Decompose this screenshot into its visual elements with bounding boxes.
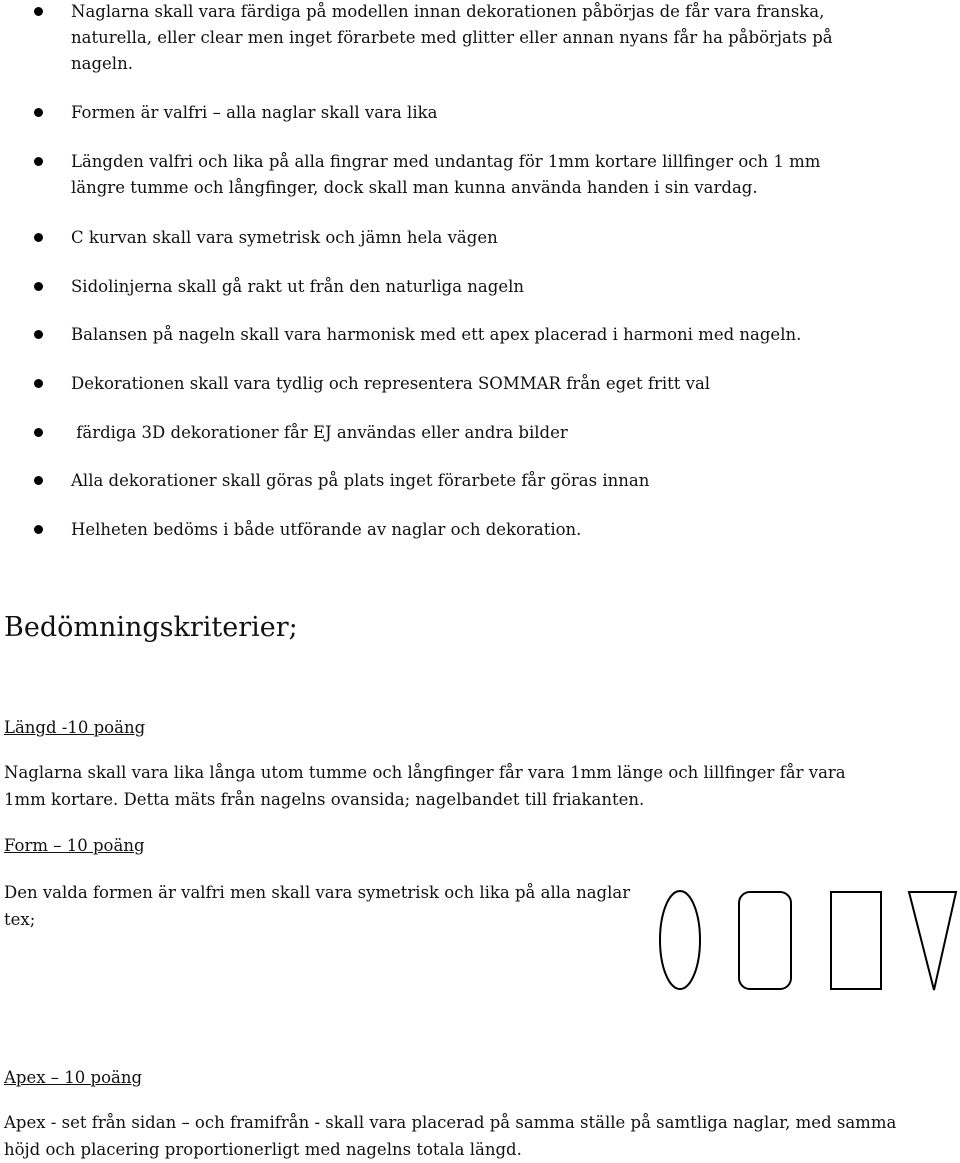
length-text: Naglarna skall vara lika långa utom tumme och långfinger får vara 1mm länge och lillfinger får vara 1mm kortare. Detta mäts från nagelns ovansida; nagelbandet till friakanten. <box>4 763 846 809</box>
list-item-text: C kurvan skall vara symetrisk och jämn hela vägen <box>71 228 498 247</box>
apex-heading: Apex – 10 poäng <box>4 1068 143 1087</box>
page-title: Bedömningskriterier; <box>4 612 298 643</box>
list-item-text: Balansen på nageln skall vara harmonisk med ett apex placerad i harmoni med nageln. <box>71 325 802 344</box>
list-item-text: Dekorationen skall vara tydlig och representera SOMMAR från eget fritt val <box>71 374 711 393</box>
bullet-icon <box>34 428 43 437</box>
form-heading: Form – 10 poäng <box>4 836 145 855</box>
apex-text: Apex - set från sidan – och framifrån - skall vara placerad på samma ställe på samtliga naglar, med samma höjd och placering proportionerligt med nagelns totala längd. <box>4 1113 897 1159</box>
list-item-text: Sidolinjerna skall gå rakt ut från den naturliga nageln <box>71 277 524 296</box>
list-item-text: Formen är valfri – alla naglar skall vara lika <box>71 103 438 122</box>
bullet-icon <box>34 233 43 242</box>
bullet-icon <box>34 330 43 339</box>
form-text: Den valda formen är valfri men skall vara symetrisk och lika på alla naglar tex; <box>4 883 631 929</box>
bullet-icon <box>34 379 43 388</box>
bullet-icon <box>34 7 43 16</box>
bullet-icon <box>34 108 43 117</box>
bullet-icon <box>34 476 43 485</box>
list-item-text: Alla dekorationer skall göras på plats inget förarbete får göras innan <box>71 471 650 490</box>
square-shape-icon <box>831 892 881 989</box>
list-item-text: Längden valfri och lika på alla fingrar med undantag för 1mm kortare lillfinger och 1 mm längre tumme och långfinger, dock skall man kunna använda handen i sin vardag. <box>71 152 821 197</box>
stiletto-shape-icon <box>909 892 956 990</box>
bullet-icon <box>34 157 43 166</box>
nail-shapes-figure <box>650 885 960 1004</box>
bullet-icon <box>34 525 43 534</box>
list-item-text: Naglarna skall vara färdiga på modellen innan dekorationen påbörjas de får vara franska, naturella, eller clear men inget förarbete med glitter eller annan nyans får ha påbörjats på nageln. <box>71 2 833 73</box>
squoval-shape-icon <box>739 892 791 989</box>
oval-shape-icon <box>660 891 700 989</box>
list-item-text: färdiga 3D dekorationer får EJ användas eller andra bilder <box>71 423 568 442</box>
bullet-icon <box>34 282 43 291</box>
list-item-text: Helheten bedöms i både utförande av naglar och dekoration. <box>71 520 582 539</box>
length-heading: Längd -10 poäng <box>4 718 146 737</box>
